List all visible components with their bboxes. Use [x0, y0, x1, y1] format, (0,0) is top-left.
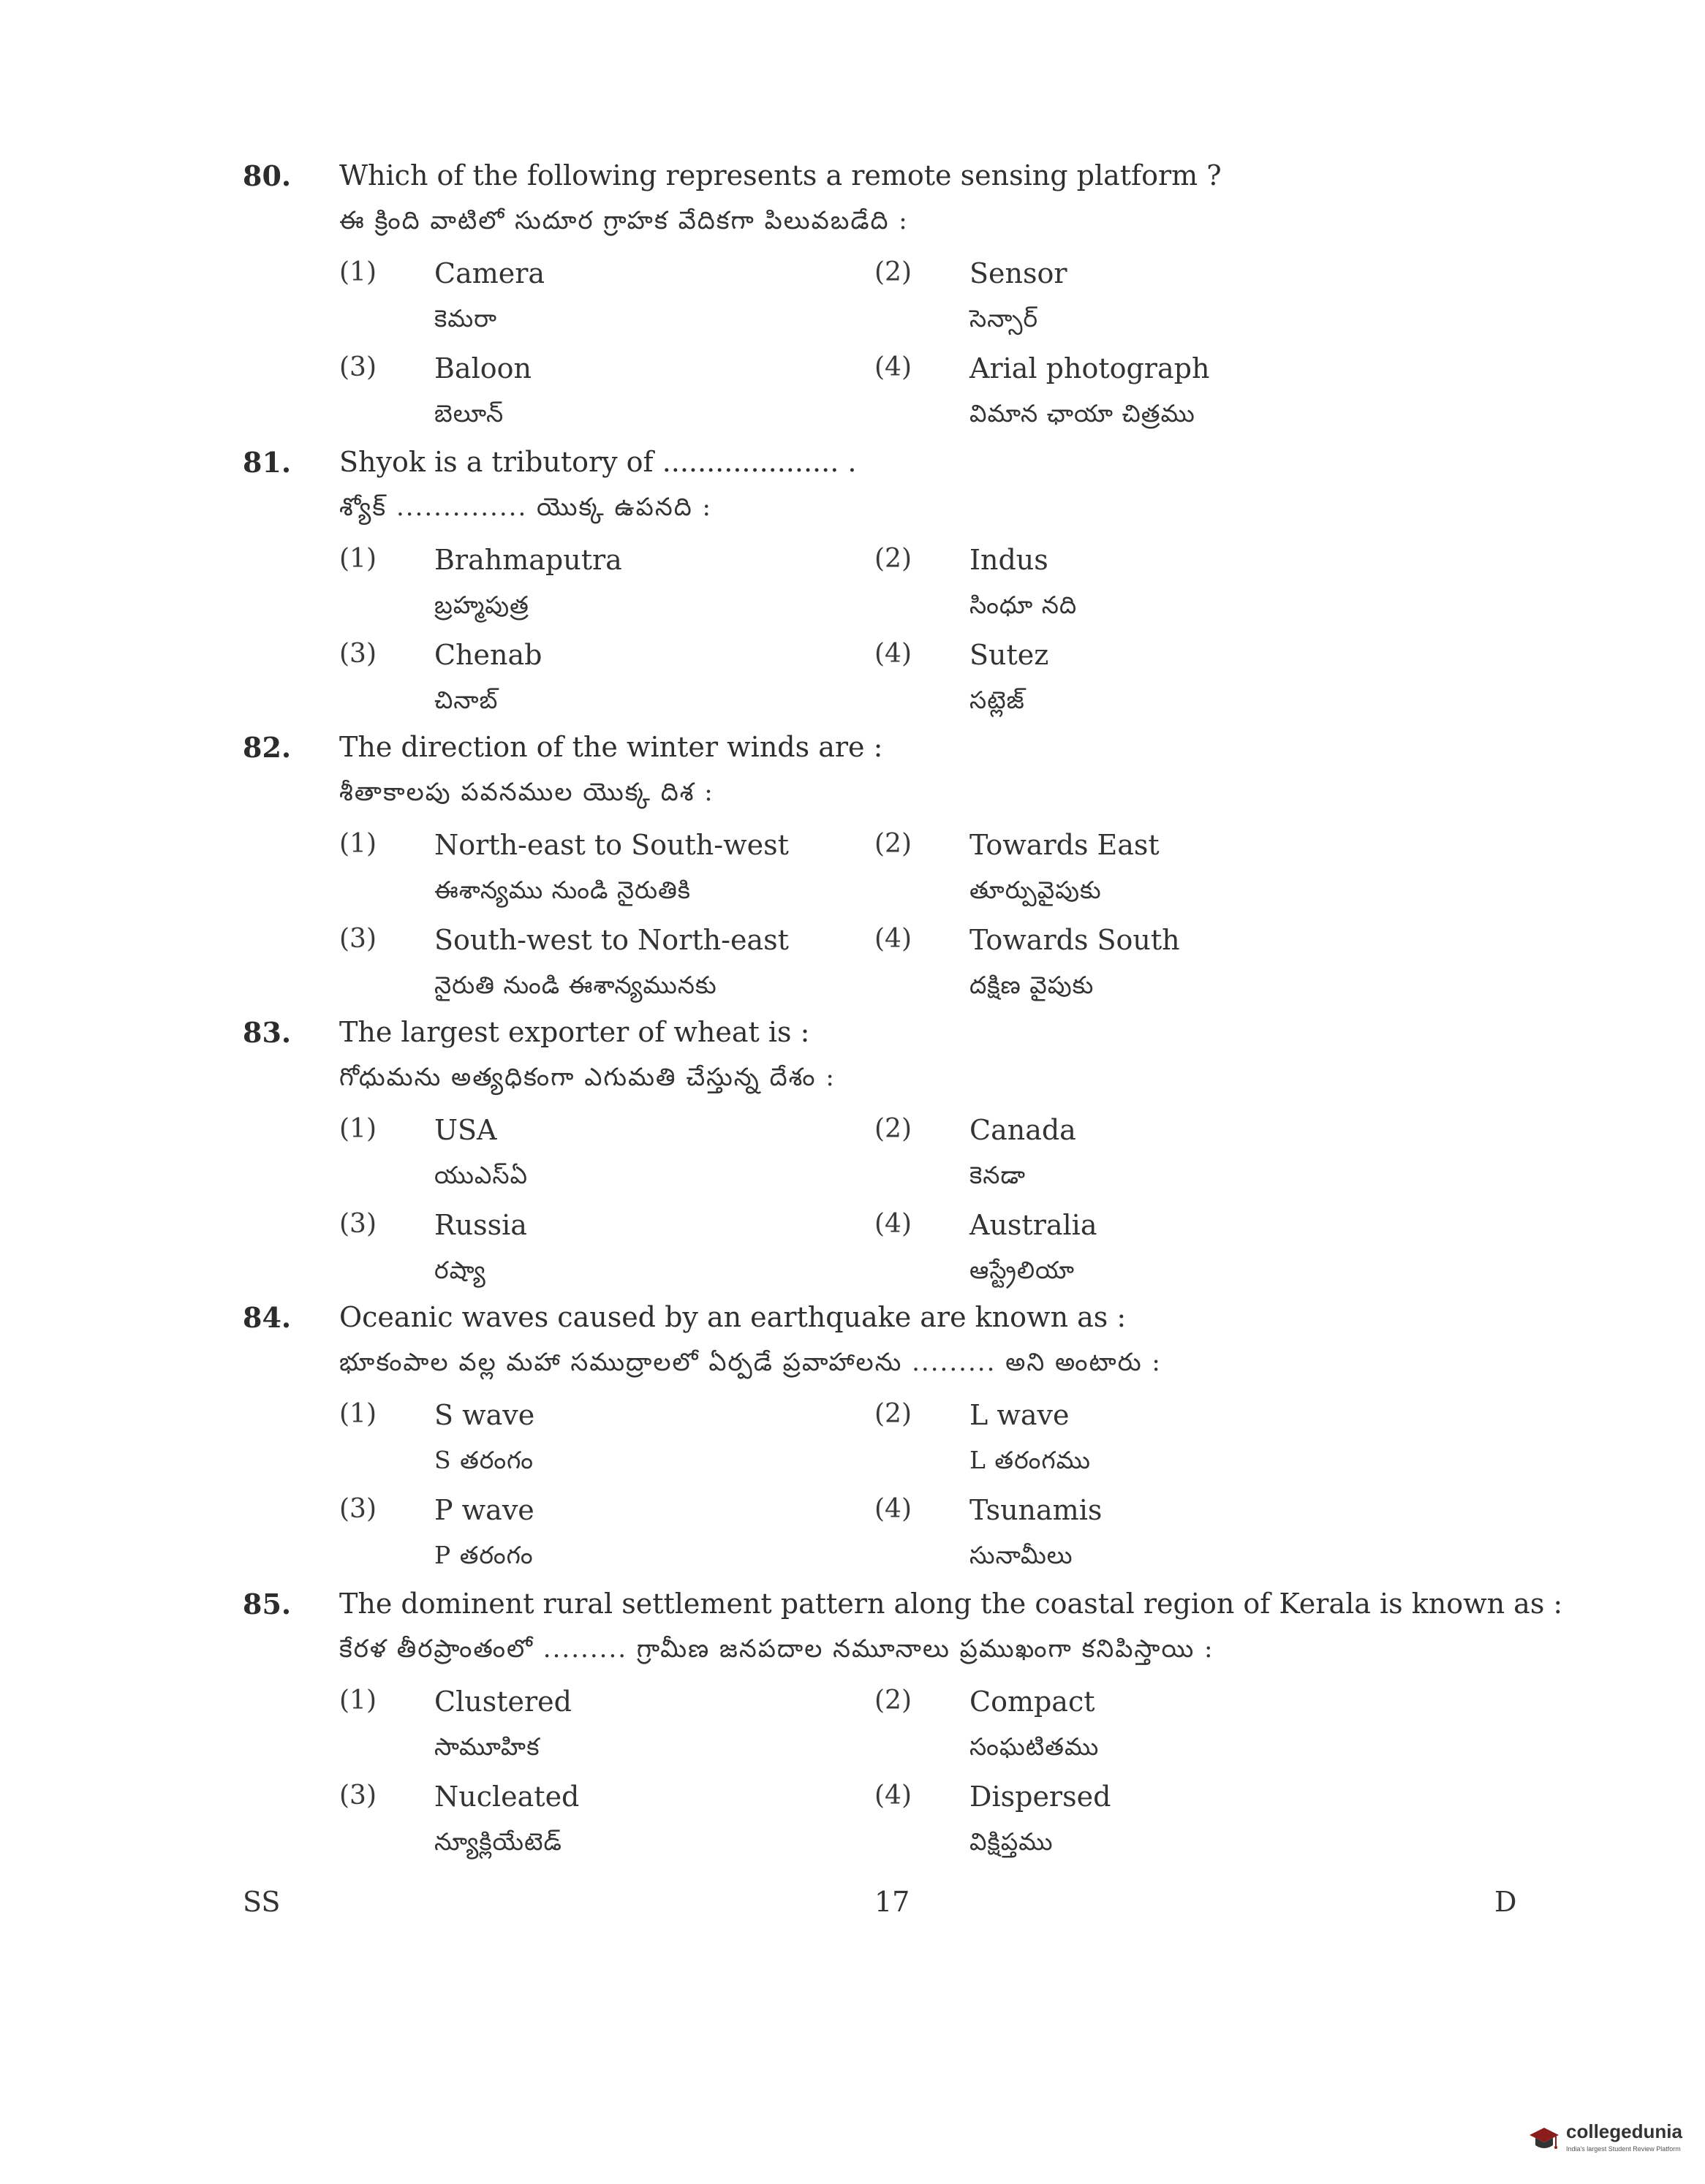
answer-option	[339, 829, 851, 922]
question-text-te: శీతాకాలపు పవనముల యొక్క దిశ :	[339, 778, 714, 807]
watermark	[1527, 2116, 1702, 2174]
option-text-te: L తరంగము	[969, 1446, 1091, 1474]
answer-option	[874, 1781, 1386, 1874]
option-text-te: సింధూ నది	[969, 591, 1078, 619]
question-text-te: గోధుమను అత్యధికంగా ఎగుమతి చేస్తున్న దేశం :	[339, 1063, 836, 1092]
option-text-en: L wave	[969, 1399, 1070, 1431]
option-number: (1)	[339, 544, 377, 574]
answer-option	[874, 544, 1386, 637]
option-number: (1)	[339, 1399, 377, 1429]
answer-option	[874, 1399, 1386, 1493]
option-text-en: Chenab	[434, 639, 542, 671]
option-text-en: Australia	[969, 1209, 1097, 1241]
option-text-en: Indus	[969, 544, 1048, 576]
option-text-en: South-west to North-east	[434, 924, 789, 956]
option-text-te: సామూహిక	[434, 1732, 540, 1761]
answer-option	[339, 1209, 851, 1303]
question-number: 84.	[243, 1301, 292, 1334]
option-text-te: నైరుతి నుండి ఈశాన్యమునకు	[434, 971, 717, 999]
option-text-te: యుఎస్ఏ	[434, 1161, 528, 1189]
option-number: (4)	[874, 1781, 912, 1810]
answer-option	[874, 352, 1386, 446]
option-number: (3)	[339, 352, 377, 382]
option-text-te: చినాబ్	[434, 686, 499, 714]
option-text-en: Compact	[969, 1686, 1095, 1718]
answer-option	[339, 1686, 851, 1779]
question-text-en: Which of the following represents a remote sensing platform ?	[339, 159, 1222, 192]
option-text-te: బెలూన్	[434, 399, 504, 428]
option-number: (3)	[339, 1209, 377, 1239]
graduation-cap-icon	[1527, 2122, 1562, 2157]
option-text-te: S తరంగం	[434, 1446, 534, 1474]
option-text-en: Camera	[434, 257, 545, 289]
option-number: (4)	[874, 924, 912, 954]
option-text-en: Sutez	[969, 639, 1049, 671]
option-number: (2)	[874, 829, 912, 859]
option-text-en: P wave	[434, 1494, 534, 1526]
question-text-te: శ్యోక్ .............. యొక్క ఉపనది :	[339, 493, 712, 522]
option-text-te: న్యూక్లియేటెడ్	[434, 1827, 562, 1856]
option-number: (4)	[874, 1494, 912, 1524]
answer-option	[339, 924, 851, 1017]
option-number: (2)	[874, 544, 912, 574]
option-text-en: Canada	[969, 1114, 1076, 1146]
option-number: (2)	[874, 1399, 912, 1429]
option-text-te: రష్యా	[434, 1256, 486, 1284]
answer-option	[339, 1781, 851, 1874]
option-number: (2)	[874, 257, 912, 287]
option-text-te: సునామీలు	[969, 1541, 1073, 1569]
option-number: (3)	[339, 639, 377, 669]
option-text-en: Clustered	[434, 1686, 572, 1718]
footer-code: SS	[243, 1886, 281, 1918]
option-text-en: S wave	[434, 1399, 535, 1431]
watermark-name: collegedunia	[1566, 2120, 1682, 2142]
option-text-te: సట్లెజ్	[969, 686, 1025, 714]
option-number: (2)	[874, 1686, 912, 1715]
option-text-te: ఆస్ట్రేలియా	[969, 1256, 1075, 1284]
option-text-te: బ్రహ్మపుత్ర	[434, 591, 529, 619]
option-text-te: ఈశాన్యము నుండి నైరుతికి	[434, 876, 692, 904]
question-text-te: భూకంపాల వల్ల మహా సముద్రాలలో ఏర్పడే ప్రవాహాలను ......... అని అంటారు :	[339, 1348, 1162, 1377]
answer-option	[339, 1114, 851, 1207]
option-text-en: Dispersed	[969, 1781, 1111, 1813]
booklet-series: D	[1494, 1886, 1517, 1918]
option-number: (3)	[339, 924, 377, 954]
option-text-en: Brahmaputra	[434, 544, 622, 576]
question-text-te: కేరళ తీరప్రాంతంలో ......... గ్రామీణ జనపదాల నమూనాలు ప్రముఖంగా కనిపిస్తాయి :	[339, 1634, 1214, 1664]
answer-option	[874, 1114, 1386, 1207]
option-number: (1)	[339, 257, 377, 287]
answer-option	[339, 1399, 851, 1493]
option-text-en: Baloon	[434, 352, 532, 384]
question-number: 85.	[243, 1588, 292, 1620]
answer-option	[874, 1209, 1386, 1303]
option-number: (1)	[339, 829, 377, 859]
question-text-en: Shyok is a tributory of .................... .	[339, 446, 857, 478]
answer-option	[874, 1494, 1386, 1588]
question-text-en: The direction of the winter winds are :	[339, 731, 883, 763]
option-text-te: దక్షిణ వైపుకు	[969, 971, 1095, 999]
option-text-en: Nucleated	[434, 1781, 580, 1813]
option-text-te: విక్షిప్తము	[969, 1827, 1054, 1856]
option-number: (1)	[339, 1686, 377, 1715]
watermark-tagline: India's largest Student Review Platform	[1566, 2145, 1681, 2153]
option-text-te: సెన్సార్	[969, 304, 1039, 333]
answer-option	[874, 829, 1386, 922]
option-text-te: సంఘటితము	[969, 1732, 1100, 1761]
question-text-en: The largest exporter of wheat is :	[339, 1016, 810, 1048]
option-number: (3)	[339, 1781, 377, 1810]
answer-option	[339, 352, 851, 446]
option-text-te: విమాన ఛాయా చిత్రము	[969, 399, 1195, 428]
answer-option	[874, 639, 1386, 732]
question-text-en: Oceanic waves caused by an earthquake are known as :	[339, 1301, 1127, 1333]
question-number: 83.	[243, 1016, 292, 1049]
answer-option	[339, 639, 851, 732]
option-text-en: Towards East	[969, 829, 1160, 861]
question-number: 80.	[243, 159, 292, 192]
question-text-te: ఈ క్రింది వాటిలో సుదూర గ్రాహక వేదికగా పిలువబడేది :	[339, 206, 909, 235]
option-number: (4)	[874, 639, 912, 669]
option-text-en: Sensor	[969, 257, 1067, 289]
page-number: 17	[874, 1886, 910, 1918]
option-text-te: P తరంగం	[434, 1541, 534, 1569]
option-text-te: కెనడా	[969, 1161, 1027, 1189]
answer-option	[874, 257, 1386, 351]
option-number: (4)	[874, 352, 912, 382]
option-text-te: తూర్పువైపుకు	[969, 876, 1102, 904]
answer-option	[874, 924, 1386, 1017]
option-text-en: North-east to South-west	[434, 829, 789, 861]
answer-option	[339, 257, 851, 351]
option-number: (1)	[339, 1114, 377, 1144]
answer-option	[339, 544, 851, 637]
option-text-en: Russia	[434, 1209, 527, 1241]
option-text-te: కెమరా	[434, 304, 498, 333]
option-number: (4)	[874, 1209, 912, 1239]
option-text-en: Towards South	[969, 924, 1180, 956]
option-text-en: Tsunamis	[969, 1494, 1103, 1526]
option-number: (3)	[339, 1494, 377, 1524]
option-text-en: USA	[434, 1114, 497, 1146]
answer-option	[339, 1494, 851, 1588]
answer-option	[874, 1686, 1386, 1779]
question-number: 81.	[243, 446, 292, 479]
question-number: 82.	[243, 731, 292, 764]
question-text-en: The dominent rural settlement pattern along the coastal region of Kerala is known as :	[339, 1588, 1563, 1620]
option-number: (2)	[874, 1114, 912, 1144]
option-text-en: Arial photograph	[969, 352, 1210, 384]
